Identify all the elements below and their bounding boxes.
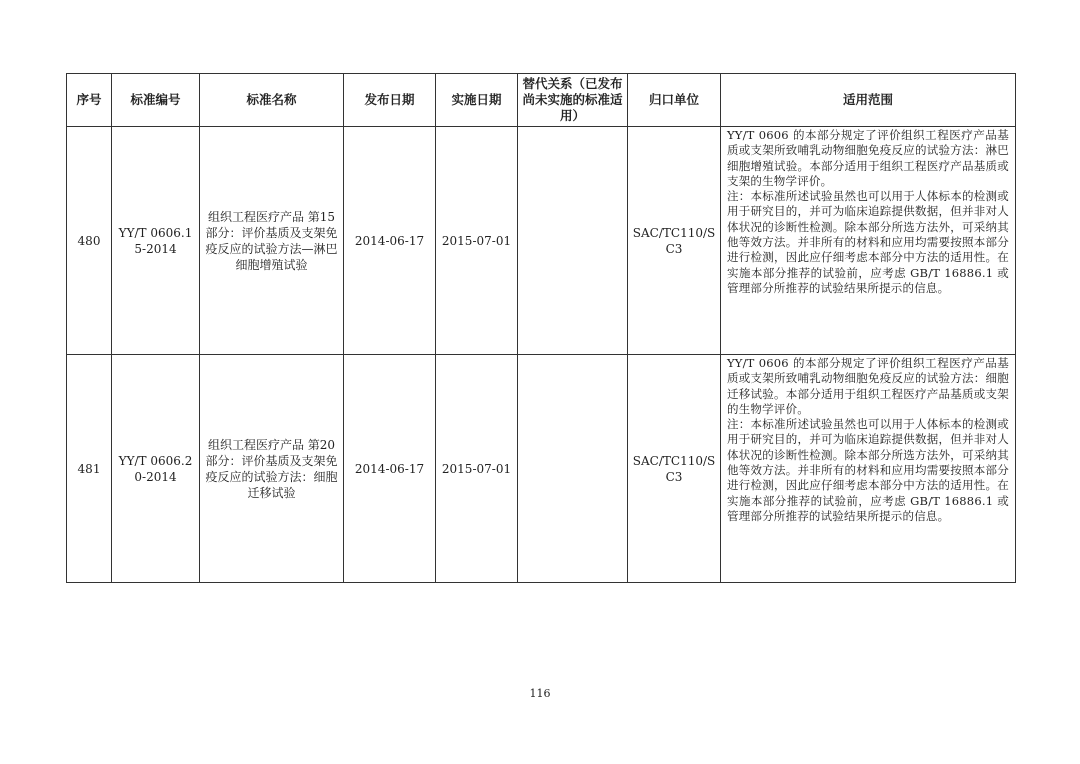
table-row	[67, 127, 1016, 355]
scope-note-text: 注：本标准所述试验虽然也可以用于人体标本的检测或用于研究目的，并可为临床追踪提供数据，但并非对人体状况的诊断性检测。除本部分所选方法外，可采纳其他等效方法。并非所有的材料和应用均需要按照本部分进行检测，因此应仔细考虑本部分中方法的适用性。在实施本部分推荐的试验前，应考虑 GB/T 16886.1 或管理部分所推荐的试验结果所提示的信息。	[727, 417, 1009, 523]
table-row	[67, 355, 1016, 583]
scope-note-text: 注：本标准所述试验虽然也可以用于人体标本的检测或用于研究目的，并可为临床追踪提供数据，但并非对人体状况的诊断性检测。除本部分所选方法外，可采纳其他等效方法。并非所有的材料和应用均需要按照本部分进行检测，因此应仔细考虑本部分中方法的适用性。在实施本部分推荐的试验前，应考虑 GB/T 16886.1 或管理部分所推荐的试验结果所提示的信息。	[727, 189, 1009, 295]
header-code: 标准编号	[112, 74, 200, 127]
cell-effective-date: 2015-07-01	[436, 355, 518, 583]
cell-scope	[721, 127, 1016, 355]
cell-name: 组织工程医疗产品 第15部分：评价基质及支架免疫反应的试验方法—淋巴细胞增殖试验	[200, 127, 344, 355]
header-publish-date: 发布日期	[344, 74, 436, 127]
cell-name: 组织工程医疗产品 第20部分：评价基质及支架免疫反应的试验方法：细胞迁移试验	[200, 355, 344, 583]
scope-main-text: YY/T 0606 的本部分规定了评价组织工程医疗产品基质或支架所致哺乳动物细胞免疫反应的试验方法：淋巴细胞增殖试验。本部分适用于组织工程医疗产品基质或支架的生物学评价。	[727, 128, 1009, 188]
cell-replaces	[518, 355, 628, 583]
scope-main-text: YY/T 0606 的本部分规定了评价组织工程医疗产品基质或支架所致哺乳动物细胞免疫反应的试验方法：细胞迁移试验。本部分适用于组织工程医疗产品基质或支架的生物学评价。	[727, 356, 1009, 416]
cell-replaces	[518, 127, 628, 355]
cell-publish-date: 2014-06-17	[344, 355, 436, 583]
cell-unit: SAC/TC110/SC3	[628, 127, 721, 355]
header-row	[67, 74, 1016, 127]
page-number: 116	[529, 687, 551, 700]
cell-code: YY/T 0606.15-2014	[112, 127, 200, 355]
cell-seq: 481	[67, 355, 112, 583]
header-effective-date: 实施日期	[436, 74, 518, 127]
cell-publish-date: 2014-06-17	[344, 127, 436, 355]
cell-scope	[721, 355, 1016, 583]
cell-code: YY/T 0606.20-2014	[112, 355, 200, 583]
cell-effective-date: 2015-07-01	[436, 127, 518, 355]
header-seq: 序号	[67, 74, 112, 127]
header-unit: 归口单位	[628, 74, 721, 127]
cell-unit: SAC/TC110/SC3	[628, 355, 721, 583]
header-name: 标准名称	[200, 74, 344, 127]
header-scope: 适用范围	[721, 74, 1016, 127]
standards-table	[66, 73, 1016, 583]
header-replaces: 替代关系（已发布尚未实施的标准适用）	[518, 74, 628, 127]
cell-seq: 480	[67, 127, 112, 355]
